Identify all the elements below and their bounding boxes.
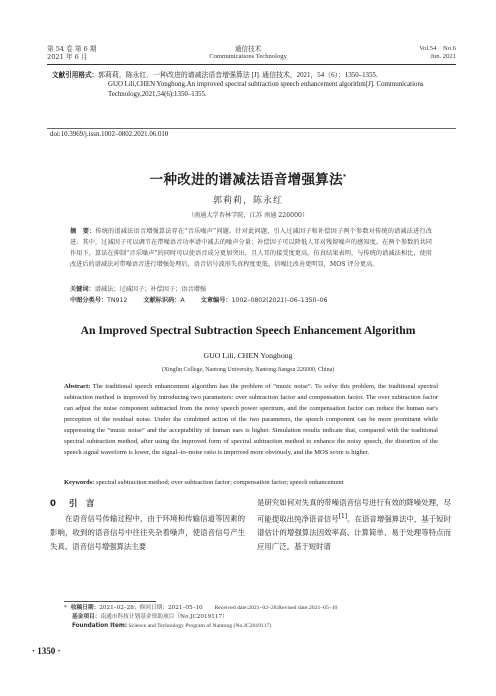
doc-code-value: A (180, 297, 185, 304)
body-column-left: 在语音信号传输过程中，由于环境和传输信道等因素的影响，收到的语音信号中往往夹杂着噪声，使语音信号产生失真。语音信号增强算法主要 (50, 514, 245, 551)
abstract-en-label: Abstract: (64, 383, 91, 390)
article-number-value: 1002–0802(2021)–06–1350–06 (231, 297, 328, 304)
journal-name-en: Communications Technology (209, 53, 287, 60)
clc-label: 中图分类号： (70, 297, 108, 304)
clc-value: TN912 (107, 297, 128, 304)
fund-cn: 南通市科技计划基金资助项目（No.JC2019117） (100, 614, 228, 620)
received-dates-en: Received date:2021–02–28;Revised date:2021–05–10 (214, 605, 338, 611)
citation-label: 文献引用格式： (52, 71, 99, 79)
issue-date-cn: 2021 年 6 月 (47, 53, 88, 61)
footnote-block (64, 604, 444, 631)
section-heading (50, 497, 94, 509)
reference-mark: [1] (338, 512, 348, 520)
doi: doi:10.3969/j.issn.1002–0802.2021.06.010 (50, 131, 169, 138)
citation-cn: 郭莉莉，陈永红．一种改进的谱减法语音增强算法 [J]. 通信技术，2021，54（6）：1350–1355. (98, 72, 378, 79)
keywords-cn (70, 284, 432, 295)
journal-volume-en (419, 45, 456, 61)
footnote-fund-en (64, 622, 444, 631)
received-label: 收稿日期： (70, 605, 100, 611)
keywords-en-text: spectral subtraction method; over subtraction factor; compensation factor; speech enhancement (95, 479, 344, 486)
body-column-right (257, 496, 451, 554)
section-number: 0 (50, 499, 56, 509)
abstract-en (64, 381, 438, 458)
footnote-mark: * (64, 605, 67, 611)
abstract-cn-text: 传统的谱减法语音增强算法存在“音乐噪声”问题。针对此问题，引入过减因子和补偿因子两个参数对传统的谱减法进行改进。其中，过减因子可以调节在带噪语音功率谱中减去的噪声分量；补偿因子可以降低人耳对残留噪声的感知度。在两个参数的共同作用下，算法在抑制“音乐噪声”的同时可以使语音成分更加突出，且人耳的接受度更高。仿真结果表明，与传统的谱减法相比，使用改进后的谱减法对带噪语音进行增强处理后，语音信号波形失真程度更低，信噪比改善更明显，MOS 评分更高。 (70, 228, 433, 268)
body-right-part-2: 。在语音增强算法中，基于短时谱估计的增强算法因效率高、计算简单、易于处理等特点而应用广泛。基于短时谱 (257, 514, 451, 551)
paper-title-en: An Improved Spectral Subtraction Speech Enhancement Algorithm (80, 324, 416, 337)
fund-en-label: Foundation Item: (72, 623, 128, 629)
journal-name (148, 45, 348, 61)
article-number-label: 文章编号： (200, 297, 232, 304)
doc-code-label: 文献标识码： (143, 297, 181, 304)
classification-line (70, 295, 440, 306)
received-dates-cn: 2021–02–28；修回日期：2021–05–10 (99, 605, 203, 611)
keywords-cn-label: 关键词： (70, 286, 95, 293)
volume-issue-cn: 第 54 卷 第 6 期 (47, 45, 97, 53)
header-rule (47, 64, 456, 65)
footnote-fund-cn (64, 613, 444, 622)
journal-name-cn: 通信技术 (234, 45, 262, 53)
citation-en: GUO Lili,CHEN Yonghong.An improved spectral subtraction speech enhancement algorithm[J]. Communications Technology,2021,54(6):1350–1355. (108, 81, 424, 98)
footnote-dates (64, 604, 444, 613)
affiliation-en: (Xinglin College, Nantong University, Nantong Jiangsu 226000, China) (161, 367, 335, 373)
body-right-part-1: 是研究如何对失真的带噪语音信号进行有效的降噪处理，尽可能提取出纯净语音信号 (257, 498, 451, 524)
page-number: · 1350 · (32, 646, 61, 656)
abstract-cn (70, 226, 432, 270)
keywords-cn-text: 谱减法；过减因子；补偿因子；语音增强 (94, 286, 207, 293)
journal-volume-issue (47, 45, 96, 61)
authors-cn: 郭莉莉，陈永红 (212, 196, 283, 206)
authors-en: GUO Lili, CHEN Yonghong (203, 351, 293, 360)
section-title: 引 言 (68, 499, 95, 509)
fund-en: Science and Technology Program of Nantong (No.JC2019117) (128, 623, 272, 629)
abstract-en-text: The traditional speech enhancement algorithm has the problem of “music noise”. To solve this problem, the traditional spectral subtraction method is improved by introducing two parameters: over subtraction factor and compensation factor. The over subtraction factor can adjust the noise component subtracted from the noisy speech power spectrum, and the compensation factor can reduce the human ear's perception of the residual noise. Under the combined action of the two parameters, the speech component can be more prominent while suppressing the “music noise” and the acceptability of human ears is higher. Simulation results indicate that, compared with the traditional spectral subtraction method, after using the improved form of spectral subtraction method to enhance the noisy speech, the distortion of the speech signal waveform is lower, the signal–to–noise ratio is improved more obviously, and the MOS score is higher. (64, 383, 438, 456)
abstract-cn-label: 摘 要： (70, 228, 96, 235)
keywords-en-label: Keywords: (64, 479, 95, 486)
title-cn-text: 一种改进的谱减法语音增强算法 (149, 172, 343, 188)
affiliation-cn: （南通大学杏林学院，江苏 南通 226000） (187, 212, 309, 219)
fund-label: 基金项目： (72, 614, 101, 620)
citation-block (52, 71, 456, 99)
volume-issue-en: Vol.54 No.6 (419, 45, 456, 52)
title-footnote-mark: * (342, 173, 347, 181)
citation-rule (47, 128, 456, 129)
paper-title-cn (0, 168, 496, 188)
keywords-en (64, 477, 438, 488)
issue-date-en: Jun. 2021 (430, 53, 456, 60)
footnote-rule (64, 601, 156, 602)
